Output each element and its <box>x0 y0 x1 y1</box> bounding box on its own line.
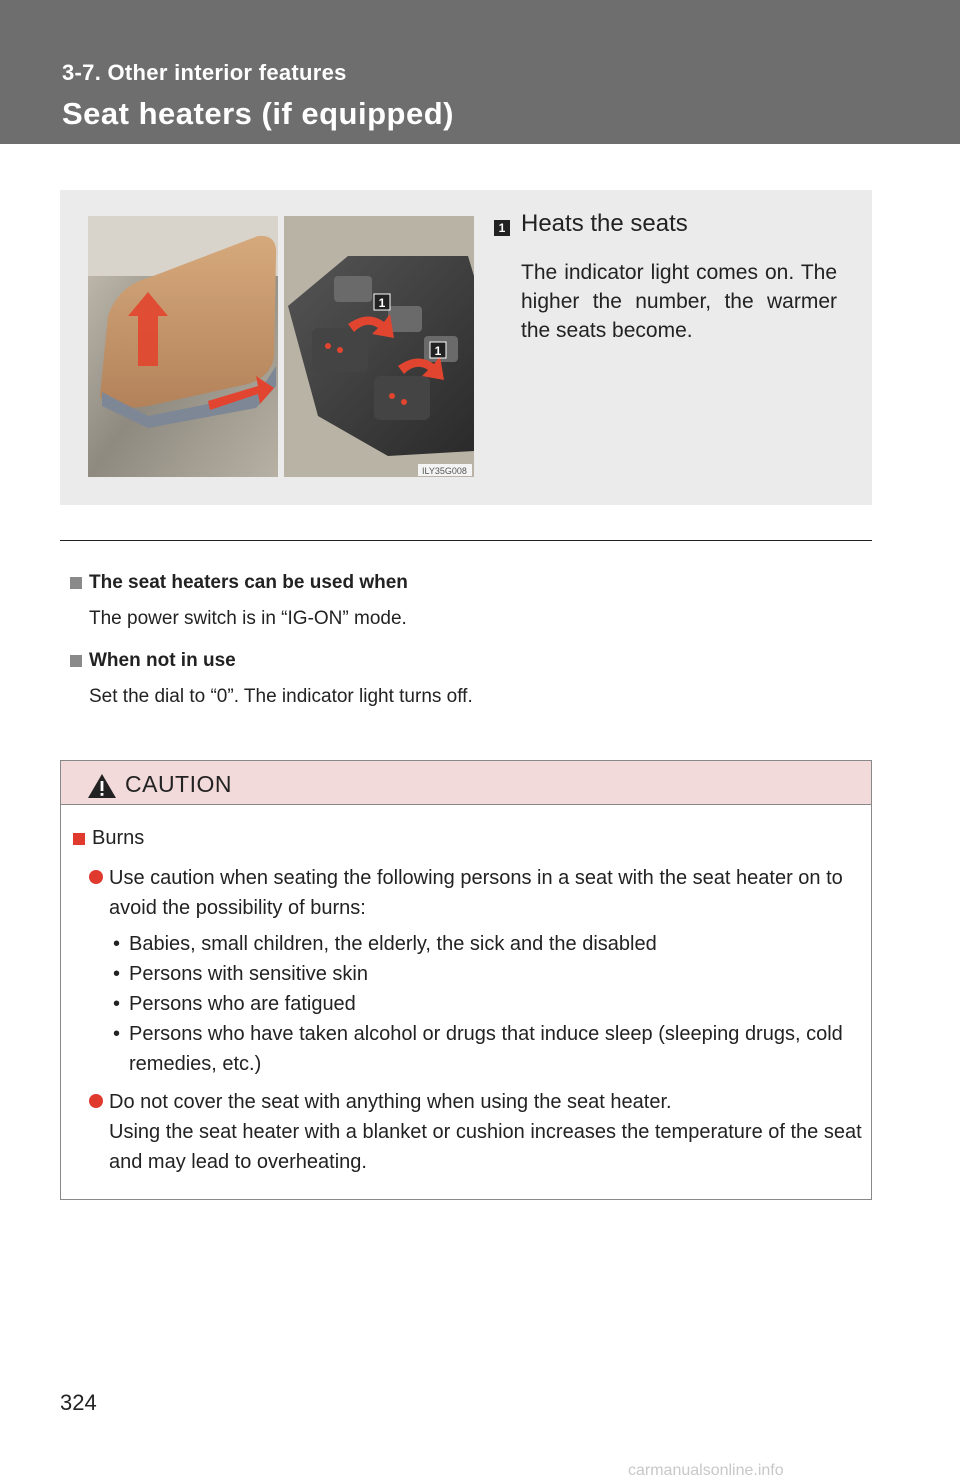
note-not-in-use <box>70 650 473 708</box>
note-body: The power switch is in “IG-ON” mode. <box>89 608 407 629</box>
page-header <box>0 0 960 144</box>
callout-body: The indicator light comes on. The higher the number, the warmer the seats become. <box>521 261 837 342</box>
seat-heater-photo <box>88 216 474 477</box>
caution-item: Do not cover the seat with anything when using the seat heater. Using the seat heater with a blanket or cushion increases the temperature of the seat and may lead to overheating. <box>89 1087 867 1177</box>
caution-title: CAUTION <box>125 771 232 797</box>
page-number: 324 <box>60 1390 97 1415</box>
svg-text:1: 1 <box>434 344 442 358</box>
caution-box <box>60 760 872 1200</box>
square-bullet-icon <box>70 577 82 589</box>
svg-text:1: 1 <box>378 296 386 310</box>
section-label: 3-7. Other interior features <box>62 60 347 85</box>
list-item: • Persons who have taken alcohol or drugs that induce sleep (sleeping drugs, cold remedies, etc.) <box>113 1019 863 1079</box>
warning-icon <box>87 773 117 799</box>
callout-marker: 1 <box>494 220 510 236</box>
image-code: ILY35G008 <box>422 466 467 476</box>
note-usage <box>70 572 408 630</box>
list-item: • Babies, small children, the elderly, the sick and the disabled <box>113 929 863 959</box>
circle-bullet-icon <box>89 1094 103 1108</box>
watermark: carmanualsonline.info <box>628 1462 784 1479</box>
square-bullet-icon <box>70 655 82 667</box>
caution-item: Use caution when seating the following persons in a seat with the seat heater on to avoid the possibility of burns: <box>89 863 867 923</box>
square-bullet-icon <box>73 833 85 845</box>
persons-list <box>113 929 863 1079</box>
caution-subheading: Burns <box>73 827 144 850</box>
note-body: Set the dial to “0”. The indicator light turns off. <box>89 686 473 707</box>
note-heading: When not in use <box>89 650 236 671</box>
page-title: Seat heaters (if equipped) <box>62 96 454 131</box>
section-divider <box>60 540 872 541</box>
caution-header <box>61 761 871 805</box>
list-item: • Persons who are fatigued <box>113 989 863 1019</box>
figure-panel <box>60 190 872 505</box>
callout-heading: Heats the seats <box>521 210 688 237</box>
list-item: • Persons with sensitive skin <box>113 959 863 989</box>
note-heading: The seat heaters can be used when <box>89 572 408 593</box>
circle-bullet-icon <box>89 870 103 884</box>
